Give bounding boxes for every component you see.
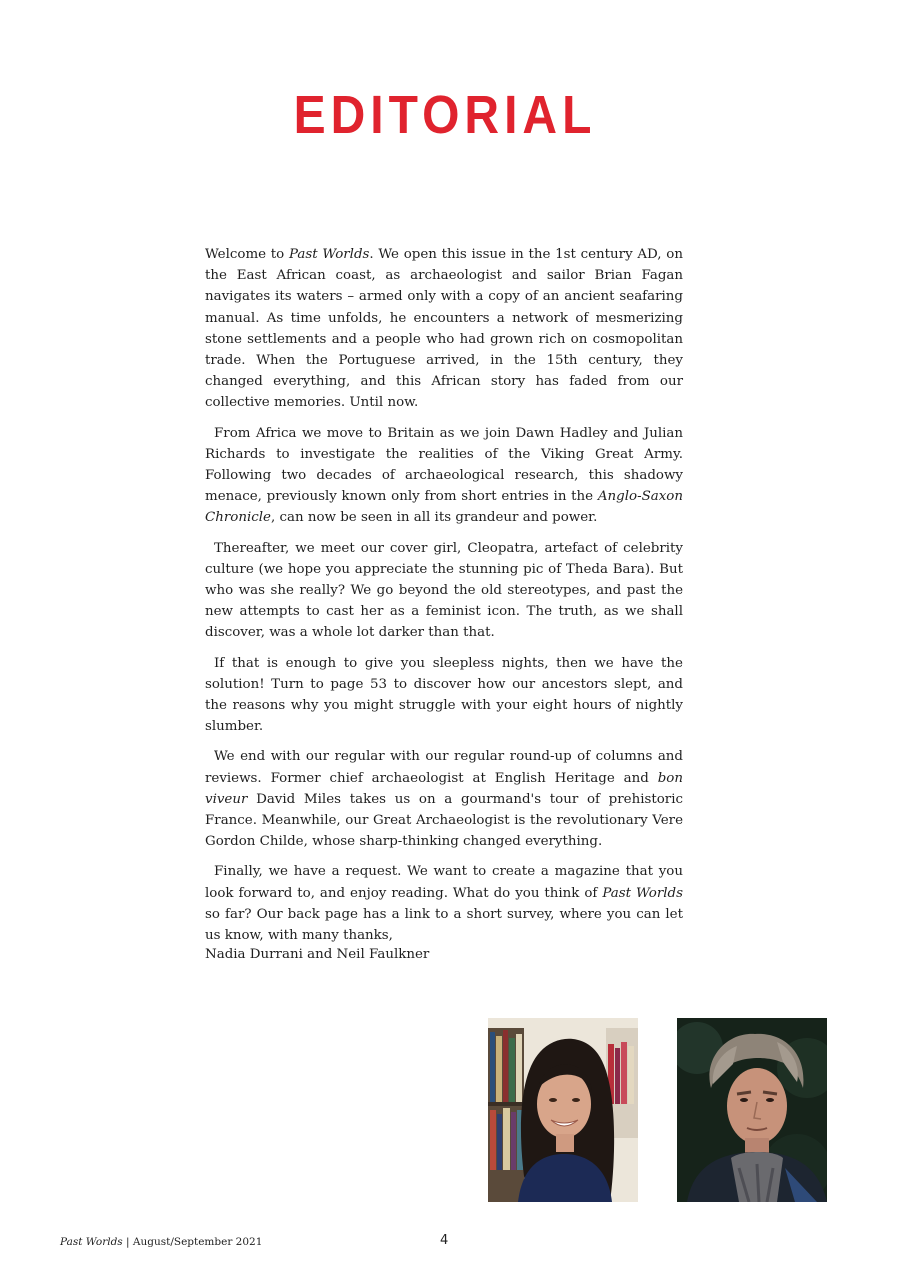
paragraph-text: so far? Our back page has a link to a short survey, where you can let us know, with many thanks, bbox=[205, 906, 683, 944]
page-number: 4 bbox=[440, 1233, 449, 1248]
paragraph-text: From Africa we move to Britain as we join Dawn Hadley and Julian Richards to investigate the realities of the Viking Great Army. Following two decades of archaeological research, this shadowy menace, previously known only from short entries in the bbox=[205, 425, 683, 505]
italic-title: Past Worlds bbox=[602, 885, 683, 901]
paragraph-text: . We open this issue in the 1st century AD, on the East African coast, as archaeologist and sailor Brian Fagan navigates its waters – armed only with a copy of an ancient seafaring manual. As time unfolds, he encounters a network of mesmerizing stone settlements and a people who had grown rich on cosmopolitan trade. When the Portuguese arrived, in the 15th century, they changed everything, and this African story has faded from our collective memories. Until now. bbox=[205, 247, 683, 411]
footer-magazine-name: Past Worlds bbox=[60, 1236, 123, 1248]
page-title: EDITORIAL bbox=[293, 85, 597, 146]
editorial-paragraph bbox=[205, 244, 683, 414]
footer-issue-info bbox=[60, 1236, 262, 1248]
italic-title: Anglo-Saxon Chronicle bbox=[205, 489, 683, 526]
paragraph-text: We end with our regular with our regular round-up of columns and reviews. Former chief archaeologist at English Heritage and bbox=[205, 749, 683, 786]
paragraph-text: Welcome to bbox=[205, 247, 289, 262]
author-photo-man bbox=[677, 1018, 827, 1202]
editorial-paragraph bbox=[205, 746, 683, 852]
editorial-paragraph bbox=[205, 653, 683, 738]
paragraph-text: David Miles takes us on a gourmand's tour of prehistoric France. Meanwhile, our Great Archaeologist is the revolutionary Vere Gordon Childe, whose sharp-thinking changed everything. bbox=[205, 791, 683, 850]
paragraph-text: , can now be seen in all its grandeur and power. bbox=[270, 510, 598, 526]
paragraph-text: Thereafter, we meet our cover girl, Cleopatra, artefact of celebrity culture (we hope you appreciate the stunning pic of Theda Bara). But who was she really? We go beyond the old stereotypes, and past the new attempts to cast her as a feminist icon. The truth, as we shall discover, was a whole lot darker than that. bbox=[205, 540, 683, 641]
author-photo-woman bbox=[488, 1018, 638, 1202]
footer-issue-date: | August/September 2021 bbox=[122, 1236, 263, 1248]
paragraph-text: Finally, we have a request. We want to create a magazine that you look forward to, and enjoy reading. What do you think of bbox=[205, 864, 683, 901]
editorial-body bbox=[205, 244, 683, 955]
editorial-paragraph bbox=[205, 861, 683, 946]
italic-title: Past Worlds bbox=[288, 247, 370, 262]
editorial-signature: Nadia Durrani and Neil Faulkner bbox=[205, 947, 430, 962]
paragraph-text: If that is enough to give you sleepless nights, then we have the solution! Turn to page 53 to discover how our ancestors slept, and the reasons why you might struggle with your eight hours of nightly slumber. bbox=[205, 655, 683, 735]
editorial-paragraph bbox=[205, 538, 683, 644]
italic-title: bon viveur bbox=[205, 770, 683, 807]
editorial-paragraph bbox=[205, 423, 683, 529]
